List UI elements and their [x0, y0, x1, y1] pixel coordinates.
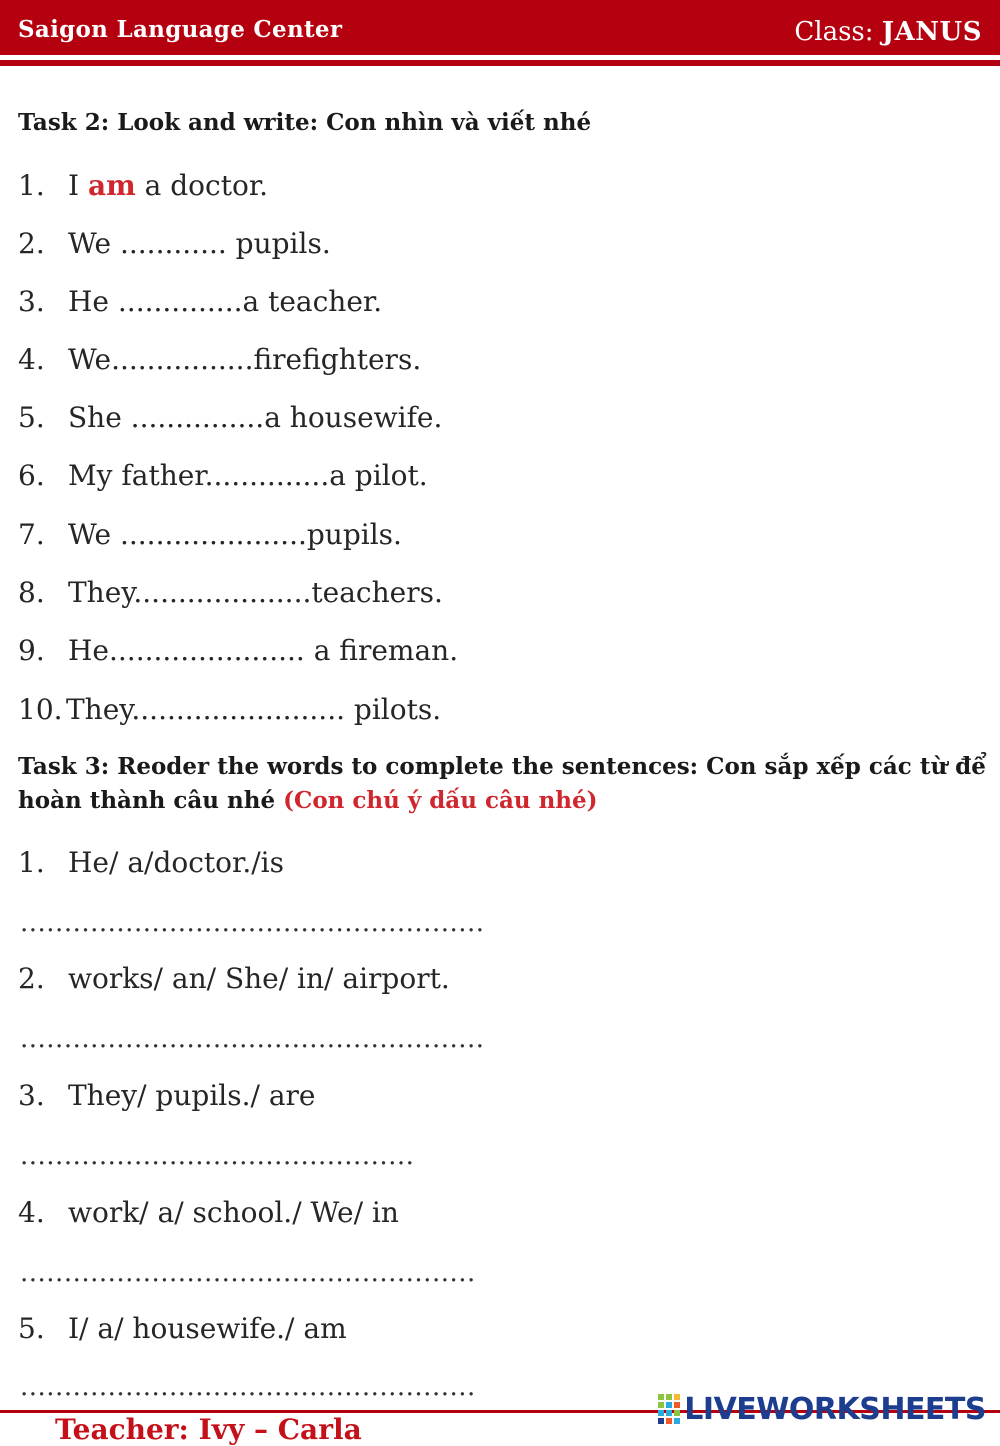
task3-title — [18, 750, 993, 818]
task2-item — [18, 227, 331, 260]
item-text: I/ a/ housewife./ am — [68, 1312, 347, 1345]
item-number: 7. — [18, 518, 45, 551]
item-text[interactable]: She ...............a housewife. — [68, 401, 443, 434]
item-number: 1. — [18, 169, 45, 202]
item-number: 10. — [18, 693, 63, 726]
task2-item — [18, 518, 402, 551]
task2-item — [18, 401, 442, 434]
task2-item — [18, 576, 443, 609]
item-number: 2. — [18, 227, 45, 260]
item-number: 9. — [18, 634, 45, 667]
logo-text: LIVEWORKSHEETS — [684, 1392, 986, 1427]
item-number: 3. — [18, 1079, 45, 1112]
item-number: 8. — [18, 576, 45, 609]
class-label: Class: — [794, 17, 874, 47]
item-text: works/ an/ She/ in/ airport. — [68, 962, 450, 995]
item-text[interactable]: He...................... a fireman. — [68, 634, 459, 667]
item-text[interactable]: We .....................pupils. — [68, 518, 402, 551]
item-text: He/ a/doctor./is — [68, 846, 284, 879]
task3-title-text: Task 3: Reoder the words to complete the sentences: Con sắp xếp các từ để hoàn thành câu nhé — [18, 753, 986, 814]
item-number: 1. — [18, 846, 45, 879]
answer-line[interactable]: .................................................... — [20, 1258, 476, 1288]
answer-example: am — [87, 169, 136, 202]
task3-item — [18, 1312, 347, 1345]
class-info — [794, 17, 982, 47]
item-number: 5. — [18, 1312, 45, 1345]
item-text[interactable]: They........................ pilots. — [66, 693, 442, 726]
task2-item — [18, 634, 458, 667]
task2-item — [18, 343, 421, 376]
item-text[interactable]: He ..............a teacher. — [68, 285, 383, 318]
item-post: a doctor. — [135, 169, 269, 202]
task2-item — [18, 169, 268, 202]
item-number: 2. — [18, 962, 45, 995]
item-text[interactable]: We................firefighters. — [68, 343, 422, 376]
teacher-name: Teacher: Ivy – Carla — [55, 1413, 362, 1446]
school-name: Saigon Language Center — [18, 16, 343, 43]
task3-item — [18, 846, 284, 879]
task3-item — [18, 1196, 399, 1229]
answer-line[interactable]: ............................................. — [20, 1141, 415, 1171]
item-text: work/ a/ school./ We/ in — [68, 1196, 399, 1229]
task2-item — [18, 693, 441, 726]
task2-item — [18, 285, 382, 318]
task3-item — [18, 962, 450, 995]
item-number: 3. — [18, 285, 45, 318]
task3-title-note: (Con chú ý dấu câu nhé) — [283, 787, 598, 814]
liveworksheets-logo — [657, 1392, 986, 1427]
item-number: 4. — [18, 343, 45, 376]
item-text[interactable]: We ............ pupils. — [68, 227, 331, 260]
answer-line[interactable]: .................................................... — [20, 1372, 476, 1402]
item-text[interactable]: They....................teachers. — [68, 576, 443, 609]
logo-icon — [657, 1393, 681, 1427]
header-divider — [0, 60, 1000, 66]
item-text: They/ pupils./ are — [68, 1079, 316, 1112]
item-pre: I — [68, 169, 88, 202]
item-number: 4. — [18, 1196, 45, 1229]
item-number: 6. — [18, 459, 45, 492]
item-text[interactable]: My father..............a pilot. — [68, 459, 428, 492]
header-bar — [0, 0, 1000, 55]
answer-line[interactable]: ..................................................... — [20, 1024, 485, 1054]
task2-title: Task 2: Look and write: Con nhìn và viết nhé — [18, 109, 592, 136]
task2-item — [18, 459, 428, 492]
class-name: JANUS — [881, 17, 982, 47]
item-number: 5. — [18, 401, 45, 434]
task3-item — [18, 1079, 315, 1112]
answer-line[interactable]: ..................................................... — [20, 908, 485, 938]
